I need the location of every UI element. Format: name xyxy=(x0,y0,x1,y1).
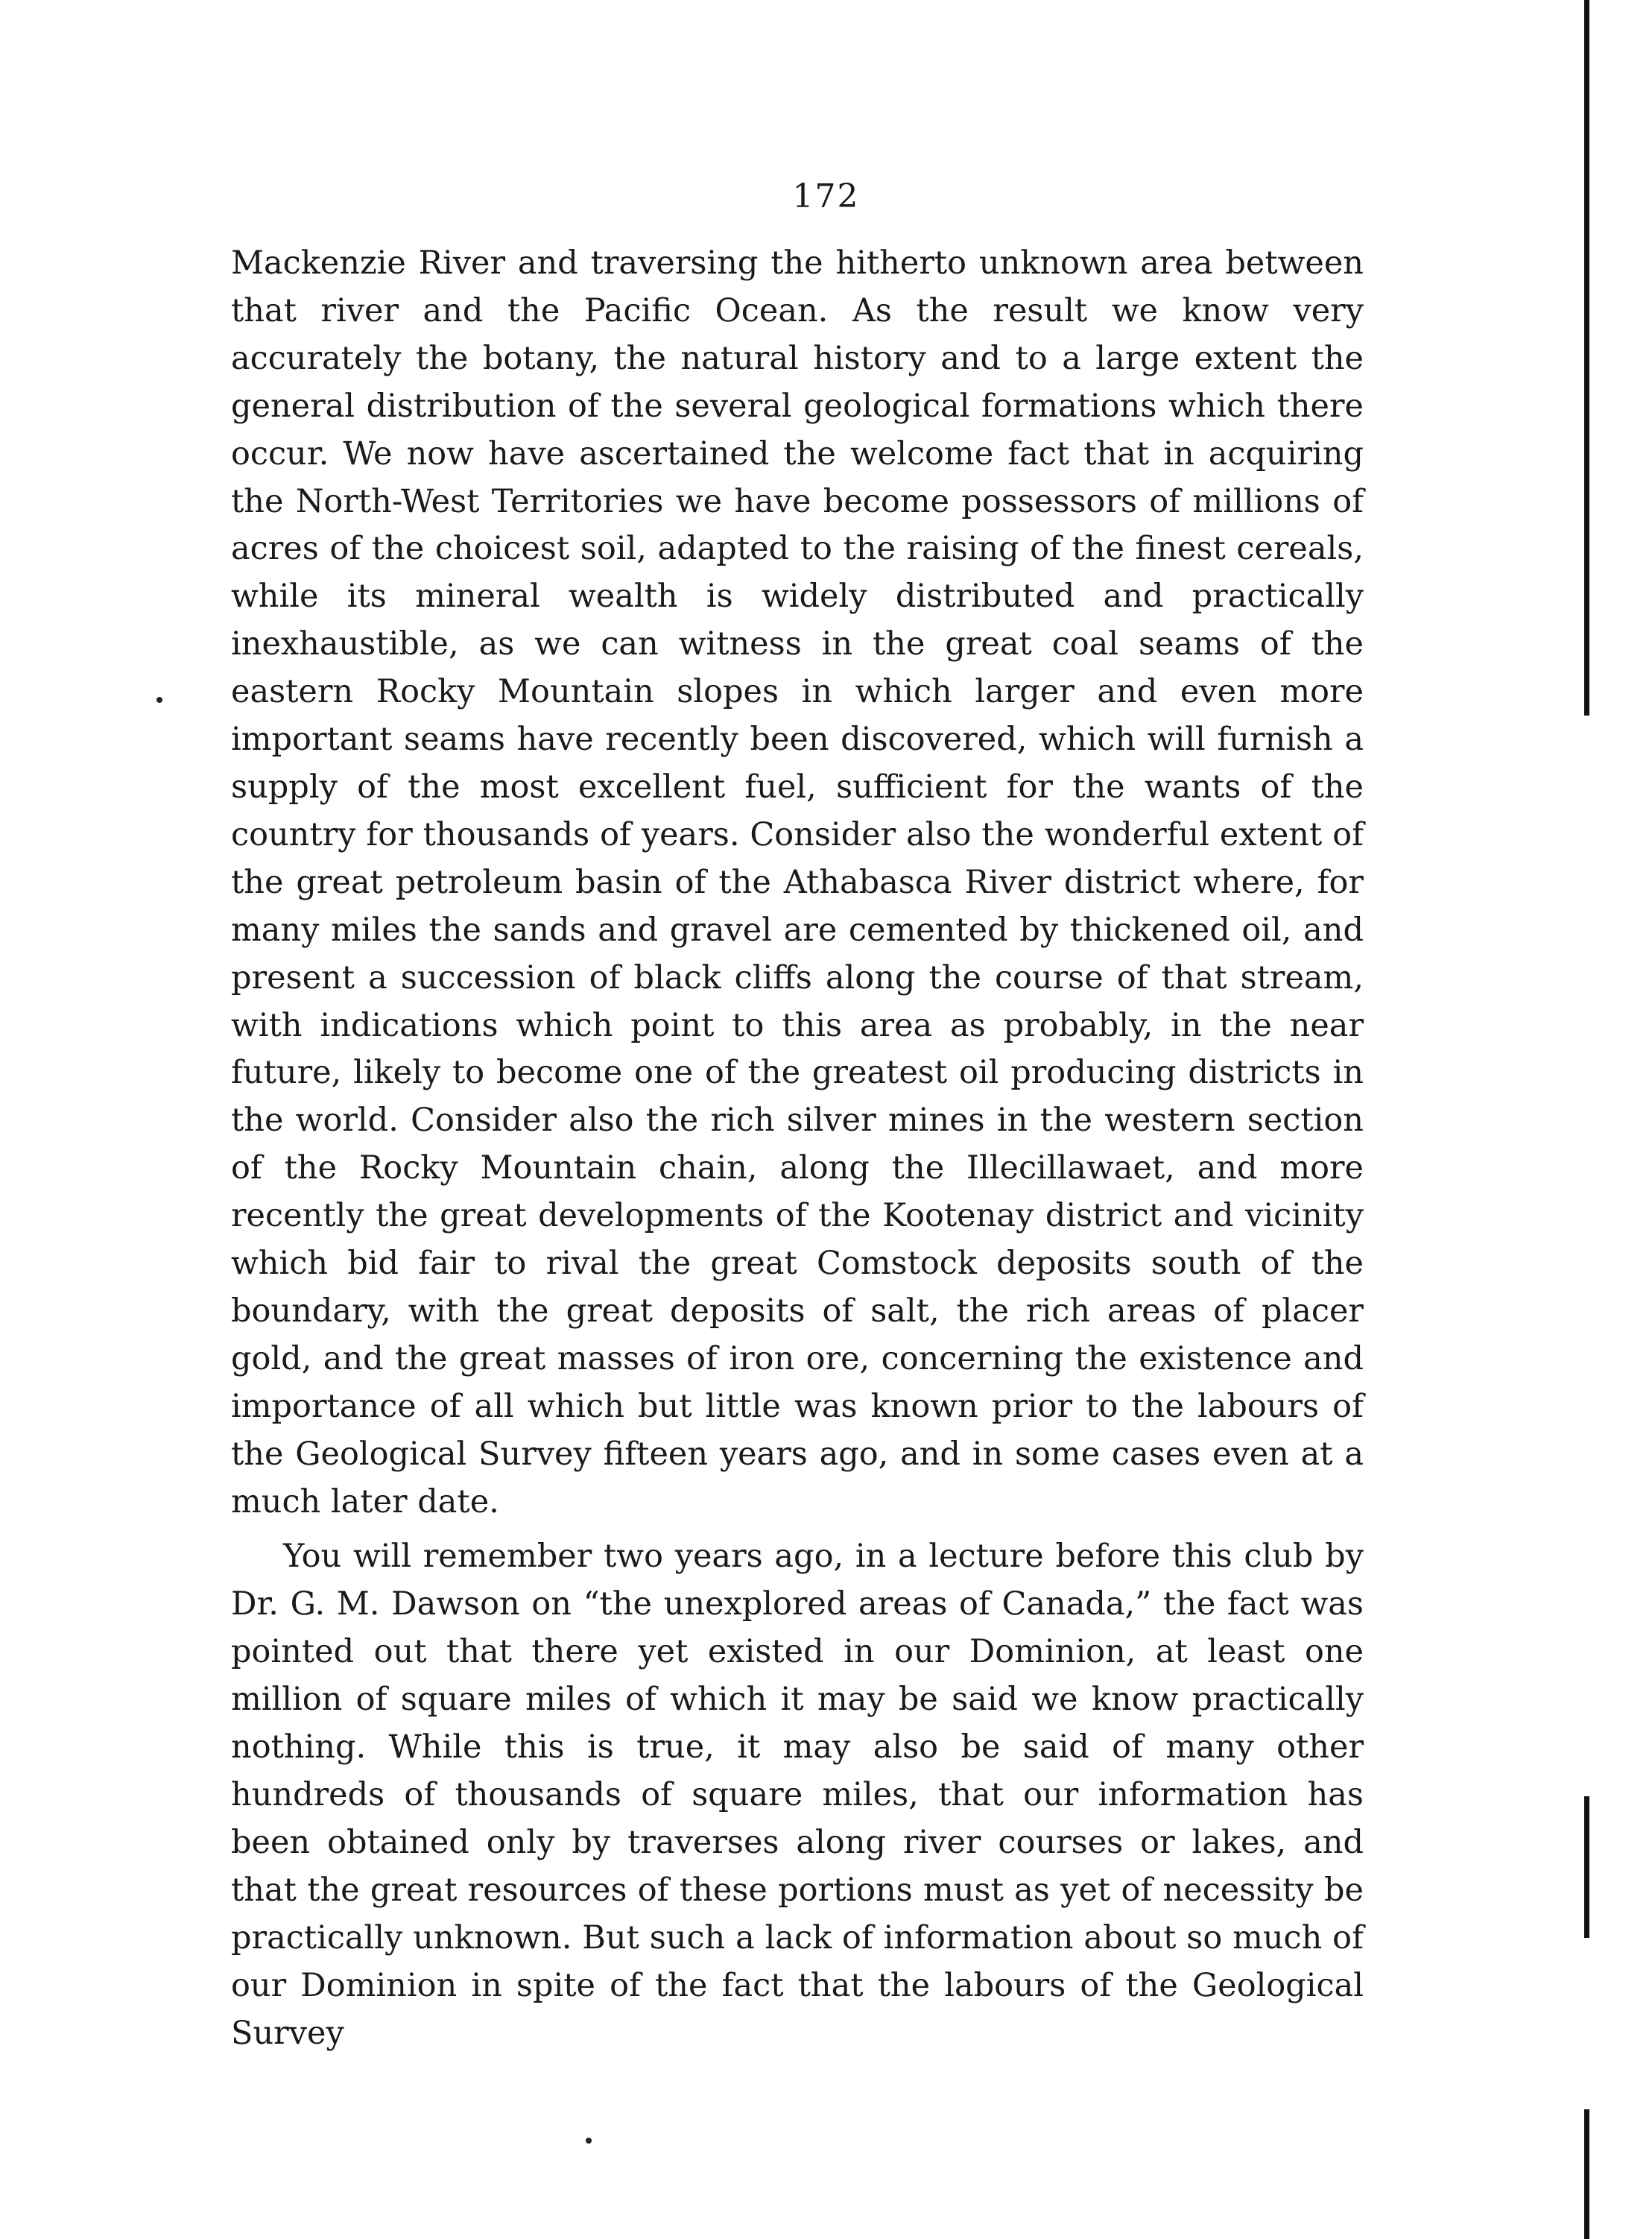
paragraph-2: You will remember two years ago, in a lecture before this club by Dr. G. M. Dawson on “the unexplored areas of Canada,” the fact was pointed out that there yet existed in our Dominion, at least one million of square miles of which it may be said we know practically nothing. While this is true, it may also be said of many other hundreds of thousands of square miles, that our information has been obtained only by traverses along river courses or lakes, and that the great resources of these portions must as yet of necessity be practically unknown. But such a lack of information about so much of our Dominion in spite of the fact that the labours of the Geological Survey xyxy=(231,1538,1364,2052)
margin-rule-middle xyxy=(1584,1796,1589,1938)
margin-dot-left xyxy=(156,697,162,703)
body-text xyxy=(231,240,1364,2057)
paragraph-1: Mackenzie River and traversing the hitherto unknown area between that river and the Pacific Ocean. As the result we know very accurately the botany, the natural history and to a large extent the general distribution of the several geological formations which there occur. We now have ascertained the welcome fact that in acquiring the North-West Territories we have become possessors of millions of acres of the choicest soil, adapted to the raising of the finest cereals, while its mineral wealth is widely distributed and practically inexhaustible, as we can witness in the great coal seams of the eastern Rocky Mountain slopes in which larger and even more important seams have recently been discovered, which will furnish a supply of the most excellent fuel, sufficient for the wants of the country for thousands of years. Consider also the wonderful extent of the great petroleum basin of the Athabasca River district where, for many miles the sands and gravel are cemented by thickened oil, and present a succession of black cliffs along the course of that stream, with indications which point to this area as probably, in the near future, likely to become one of the greatest oil producing districts in the world. Consider also the rich silver mines in the western section of the Rocky Mountain chain, along the Illecillawaet, and more recently the great developments of the Kootenay district and vicinity which bid fair to rival the great Comstock deposits south of the boundary, with the great deposits of salt, the rich areas of placer gold, and the great masses of iron ore, concerning the existence and importance of all which but little was known prior to the labours of the Geological Survey fifteen years ago, and in some cases even at a much later date. xyxy=(231,244,1364,1520)
margin-rule-top xyxy=(1584,0,1589,716)
margin-rule-bottom xyxy=(1584,2109,1589,2239)
page-number: 172 xyxy=(792,177,860,215)
margin-dot-bottom xyxy=(586,2138,592,2144)
